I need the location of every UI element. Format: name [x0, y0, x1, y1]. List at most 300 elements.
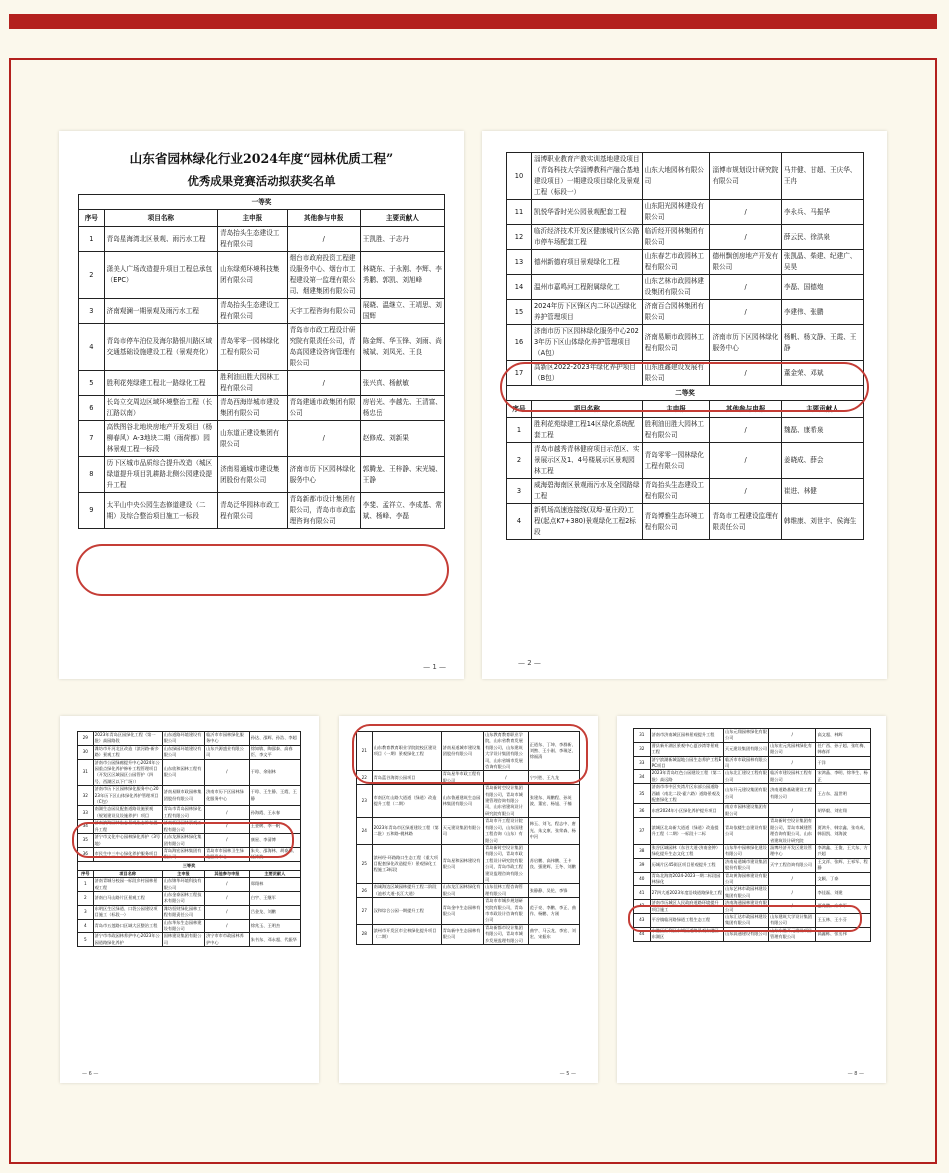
main-applicant: 青岛西海岸城市建设集团有限公司 [218, 396, 288, 421]
other-participants: / [710, 443, 781, 479]
main-applicant: 山东绿苑环境科技集团有限公司 [218, 252, 288, 299]
row-number: 33 [634, 756, 651, 770]
table-row [634, 742, 871, 756]
project-name: 高铁图谷北地块房地产开发项目（杨柳春风）A-3地块二期（雨荷都）园林景观工程一标段 [104, 421, 217, 457]
row-number: 29 [78, 732, 94, 746]
project-name: 威海碧海南区景观雨污水及全园路绿工程 [531, 479, 642, 504]
row-number: 26 [357, 884, 373, 898]
other-participants: / [205, 820, 250, 834]
other-participants: / [769, 872, 816, 886]
main-applicant: 青岛金中生态园林有限公司 [441, 898, 483, 925]
table-row [79, 227, 445, 252]
col-header-other: 其他参与申报 [205, 870, 250, 877]
project-name: 潍坊市开河北区改造（滨河路-新乡路）景观工程 [93, 745, 162, 759]
project-name: 2024年历下区锋区内二环以西绿化养护管理项目 [531, 300, 642, 325]
other-participants: 山东兴源盛业有限公司 [205, 745, 250, 759]
col-header-other: 其他参与申报 [710, 401, 781, 418]
project-name: 新机场高速连接线(双埠-夏庄段)工程(起点K7+380)景观绿化工程2标段 [531, 504, 642, 540]
main-contributors: 文颖、丁泰 [816, 872, 871, 886]
document-page-4 [339, 716, 598, 1083]
main-contributors: 郭腾龙、王梓静、宋光镜、王静 [360, 457, 444, 493]
award-table-page-2 [506, 152, 864, 540]
top-banner-bar [9, 14, 937, 29]
col-header-no: 序号 [79, 210, 105, 227]
project-name: 青岛市越秀青林健府项目示范区、实景展示区及1、4号楼展示区景观园林工程 [531, 443, 642, 479]
page-number: — 8 — [847, 1071, 864, 1077]
other-participants: 山东宏元兆园林绿化有限公司 [769, 742, 816, 756]
table-row [507, 153, 864, 200]
other-participants: 烟台市政府投资工程建设服务中心、烟台市工程建设第一监理有限公司、烟建集团有限公司 [287, 252, 360, 299]
project-name: 27四大道2023年度沿线道路绿化工程 [650, 886, 723, 900]
table-row [507, 200, 864, 225]
row-number: 1 [507, 418, 532, 443]
other-participants: / [769, 729, 816, 743]
col-header-project: 项目名称 [93, 870, 162, 877]
project-name: 济南市公园绿廊提升中心2024年公园重点绿化养护修补工程管理项目（开发区区域园区公园管护（四号、西湖区以下广场）） [93, 759, 162, 786]
other-participants: / [769, 900, 816, 914]
main-applicant: 青岛新中生态园林有限公司 [441, 924, 483, 944]
table-row [79, 252, 445, 299]
main-applicant: 临沂经开园林集团有限公司 [642, 225, 710, 250]
other-participants: / [769, 756, 816, 770]
table-row [507, 300, 864, 325]
other-participants: / [769, 886, 816, 900]
row-number: 22 [357, 771, 373, 785]
main-applicant: 山东大地园林有限公司 [642, 153, 710, 200]
main-applicant: 济南百合园林集团有限公司 [642, 300, 710, 325]
main-applicant: 山东艺林市政园林建设集团有限公司 [725, 886, 767, 898]
project-name: 济南滨海园林生态景观生态修复提升工程 [93, 820, 162, 834]
table-row [634, 756, 871, 770]
main-applicant: 青岛抬头生态建设工程有限公司 [218, 299, 288, 324]
row-number: 42 [634, 900, 651, 914]
page5-body [634, 729, 871, 942]
other-participants: 青岛新都市设计集团有限公司，青岛市城乡发展监理有限公司 [484, 924, 529, 944]
page-number: — 1 — [423, 663, 446, 671]
main-contributors: 李磊、国德炮 [781, 275, 863, 300]
table-row [634, 900, 871, 914]
award-table-page-3 [77, 731, 301, 947]
other-participants: / [710, 275, 781, 300]
project-name: 南湖生态园及配套道路设施景观（规划建设及设施养护）项目 [93, 806, 162, 820]
project-name: 2023年青岛区园绿化工程（第一批）高园路段 [93, 732, 162, 746]
project-name: 济南白马山路片区景观工程 [93, 891, 162, 905]
other-participants: / [287, 371, 360, 396]
other-participants: 青岛市市城乡规划研究院有限公司，青岛市市政设计咨询有限公司 [484, 898, 529, 925]
main-applicant: 青岛博雅生态环境工程有限公司 [642, 504, 710, 540]
row-number: 25 [357, 844, 373, 883]
row-number: 35 [78, 834, 94, 848]
row-number: 4 [79, 324, 105, 371]
other-participants: / [205, 806, 250, 820]
other-participants: / [287, 227, 360, 252]
table-row [357, 898, 580, 925]
main-contributors: 于洋 [816, 756, 871, 770]
table-row [78, 820, 301, 834]
main-applicant: 青岛星和园林建设有限公司 [441, 844, 483, 883]
project-name: 胜利花苑绿建工程北一路绿化工程 [104, 371, 217, 396]
row-number: 23 [357, 785, 373, 818]
project-name: 济南市历下区园林绿化服务中心2023年历下区山体绿化养护管理项目（A包） [531, 325, 642, 361]
table-row [634, 784, 871, 804]
table-row [79, 396, 445, 421]
table-row [634, 844, 871, 858]
project-name: 青岛市五莲路口区域大区整治工程 [93, 919, 162, 933]
document-page-2 [482, 131, 887, 679]
main-contributors: 王凯胜、于志丹 [360, 227, 444, 252]
table-row [507, 361, 864, 386]
other-participants: 德州飘创房地产开发有限公司 [710, 250, 781, 275]
project-name: 淄博职业教育产教实训基地建设项目（青岛科技大学淄博教科产融合基地建设项目）一期建设项目绿化及景观工程（标段一） [531, 153, 642, 200]
other-participants: 淄博经济开发区建设管理中心 [769, 844, 816, 858]
table-row [78, 759, 301, 786]
col-header-contributors: 主要贡献人 [360, 210, 444, 227]
project-name: 胜利花苑绿建工程14区绿化系统配套工程 [531, 418, 642, 443]
table-row [507, 325, 864, 361]
col-header-project: 项目名称 [104, 210, 217, 227]
col-header-applicant: 主申报 [162, 870, 204, 877]
project-name: 市民生中三中心绿化养护服务项目 [93, 847, 162, 861]
page-number: — 5 — [559, 1071, 576, 1077]
project-name: 临沂经济技术开发区健康城片区公路市停车场配套工程 [531, 225, 642, 250]
main-contributors: 房岩光、李越先、王清富、杨忠岳 [360, 396, 444, 421]
project-name: 山东教育教育职业学院院校区建设项目（一期）景观绿化工程 [372, 732, 441, 771]
other-participants: 天宇工程咨询有限公司 [769, 858, 816, 872]
main-applicant: 济南新园园林景观工程有限公司 [162, 820, 204, 834]
row-number: 39 [634, 858, 651, 872]
main-contributors: 李鸿鑫、王俊、王大东、方兴超 [816, 844, 871, 858]
col-header-project: 项目名称 [531, 401, 642, 418]
main-contributors: 吕金龙、刘鹏 [249, 905, 300, 919]
table-row [357, 924, 580, 944]
row-number: 36 [634, 804, 651, 818]
main-applicant: 青岛抬头生态建设工程有限公司 [218, 227, 288, 252]
main-contributors: 曲宇、马云龙、李宏、刘宏、宋振东 [528, 924, 579, 944]
main-applicant: 山东汇达市政园林建设集团有限公司 [725, 913, 767, 926]
row-number: 21 [357, 732, 373, 771]
main-applicant: 山东锦华环境科技有限公司 [162, 878, 204, 892]
other-participants: 山东建筑大学设计集团有限公司 [769, 913, 816, 927]
row-number: 32 [634, 742, 651, 756]
row-number: 8 [79, 457, 105, 493]
main-contributors: 韩维康、刘世宇、侯海生 [781, 504, 863, 540]
main-contributors: 郑翔林 [249, 878, 300, 892]
main-contributors: 康星、李清博 [249, 834, 300, 848]
row-number: 15 [507, 300, 532, 325]
main-applicant: 山东龙源园林绿化集团有限公司 [162, 834, 204, 848]
project-name: 青岛蓝谷海湾公园项目 [372, 771, 441, 785]
table-row [507, 443, 864, 479]
row-number: 14 [507, 275, 532, 300]
project-name: 历城片区45街区项目景观提升工程 [650, 858, 723, 872]
award-table-page-1 [78, 194, 445, 529]
main-contributors: 王金树、季一帆 [249, 820, 300, 834]
other-participants: 青岛建通市政集团有限公司 [287, 396, 360, 421]
main-applicant: 国林建设集团有限公司 [162, 933, 204, 947]
main-applicant: 山东道正建设集团有限公司 [218, 421, 288, 457]
row-number: 32 [78, 786, 94, 806]
other-participants: / [205, 919, 250, 933]
project-name: 东港区汇利区东城区道路景观东港区东湖区 [650, 927, 723, 941]
table-row [357, 884, 580, 898]
main-contributors: 朱书东、邓永超、代振华 [249, 933, 300, 947]
main-contributors: 苏启鹏、高伟鹏、王卡良、强建辉、王冬、刘鹏 [528, 844, 579, 883]
project-name: 德州新德府项目景观绿化工程 [531, 250, 642, 275]
main-applicant: 山东道路环境建设有限公司 [162, 732, 204, 746]
main-applicant: 山东开元建设集团有限公司 [724, 784, 769, 804]
project-name: 济宁市文化中心园林绿化养护（3号地） [93, 834, 162, 848]
other-participants: 青岛新都市设计集团有限公司，青岛市市政监理咨询有限公司 [287, 493, 360, 529]
main-applicant: 山东元翔园林绿化有限公司 [725, 729, 767, 741]
other-participants: / [484, 771, 529, 785]
main-contributors: 张建东、周鹏程、孙英波、董宏、杨旭、于楠 [528, 785, 579, 818]
document-page-1 [59, 131, 464, 679]
document-page-3 [60, 716, 319, 1083]
table-row [634, 858, 871, 872]
main-contributors: 王文祥、张辉、王祁军、程静 [816, 858, 871, 872]
project-name: 张谷区域园林（东谷大道-济南金钟）绿化提升生态文化工程 [650, 844, 723, 858]
main-applicant: 青岛零零一园林绿化工程有限公司 [218, 324, 288, 371]
project-name: 市南区红山路大道道（绿道）改造提升工程（二期） [372, 785, 441, 818]
main-applicant: 山东高通建设有限公司 [724, 927, 769, 941]
main-applicant: 山东绿园环境建设有限公司 [162, 745, 204, 759]
row-number: 1 [79, 227, 105, 252]
row-number: 31 [634, 729, 651, 743]
other-participants: / [710, 479, 781, 504]
row-number: 34 [78, 820, 94, 834]
table-row [78, 786, 301, 806]
main-contributors: 于琼、王生静、王霞、王静 [249, 786, 300, 806]
col-header-applicant: 主申报 [642, 401, 710, 418]
other-participants: 青岛新时空设计集团有限公司，青岛市城建管理咨询有限公司，山东省建筑设计研究院 [769, 818, 816, 845]
row-number: 33 [78, 806, 94, 820]
col-header-no: 序号 [78, 870, 94, 877]
other-participants: 临沂市建设园林工程有限公司 [769, 770, 816, 784]
main-applicant: 青岛市青岛园林绿化工程有限公司 [162, 806, 204, 820]
project-name: 温州市嘉鸣河工程附属绿化工 [531, 275, 642, 300]
main-contributors: 林晓东、于永刚、李辉、李秀鹏、郭凯、刘旭峰 [360, 252, 444, 299]
other-participants: 济南市历下区园林绿化服务中心 [710, 325, 781, 361]
main-contributors: 李永兵、马振华 [781, 200, 863, 225]
main-contributors: 王玉林、王小芬 [816, 913, 871, 927]
main-applicant: 济南易道城市建设集团股份有限公司 [725, 858, 767, 871]
project-name: 长岛立交周边区域环境整治工程（长江路以南） [104, 396, 217, 421]
section-first-prize: 一等奖 [79, 195, 445, 210]
main-applicant: 山东龙江园林绿化有限公司 [441, 884, 483, 898]
project-name: 青岛北海湾2024-2023一期二标段园林绿化 [650, 872, 723, 886]
table-row [79, 324, 445, 371]
row-number: 7 [79, 421, 105, 457]
project-name: 青岛市停车泊位及海尔路银川路区域交通基础设施建设工程（景观亮化） [104, 324, 217, 371]
table-row [79, 457, 445, 493]
project-name: 济宁市市政园林养护中心2023年公园道路绿化养护 [93, 933, 162, 947]
main-contributors: 李建伟、张鹏 [781, 300, 863, 325]
main-applicant: 山东北汇建设工程有限公司 [725, 770, 767, 782]
row-number: 17 [507, 361, 532, 386]
main-contributors: 于琼、余刚林 [249, 759, 300, 786]
main-contributors: 孙海霞、王永春 [249, 806, 300, 820]
main-contributors: 薛云民、徐洪泉 [781, 225, 863, 250]
main-contributors: 张凯晶、柴建、纪建广、吴昊 [781, 250, 863, 275]
main-contributors: 张静静、吴伦、李锋 [528, 884, 579, 898]
main-contributors: 范子亮、李鹏、李正、曲作、杨鹏、方刚 [528, 898, 579, 925]
other-participants: 临沂市市园林绿化服务中心 [205, 732, 250, 746]
table-row [634, 913, 871, 927]
main-contributors: 展晓、温继立、王靖思、刘国辉 [360, 299, 444, 324]
main-applicant: 山东华中园林绿化建设有限公司 [725, 844, 767, 857]
main-contributors: 姜晓成、薛会 [781, 443, 863, 479]
main-applicant: 济南海通园林建设有限公司 [725, 900, 767, 912]
other-participants: 山东东胜开元建设项目管理有限公司 [769, 927, 816, 941]
row-number: 3 [507, 479, 532, 504]
project-name: 青岛星海湾北区景观、雨污水工程 [104, 227, 217, 252]
main-applicant: 青岛零零一园林绿化工程有限公司 [642, 443, 710, 479]
other-participants: 山东佳林工程咨询管理有限公司 [484, 884, 529, 898]
project-name: 历下区城市品质综合提升改造（城区绿道提升项目乳耕路北侧公园建设提升工程 [104, 457, 217, 493]
row-number: 12 [507, 225, 532, 250]
main-applicant: 山东金泰园林工程技术有限公司 [162, 891, 204, 905]
other-participants: 山东教育教育职业学院，山东省教育发展有限公司，山东建筑大学设计集团有限公司，山东省城市发展咨询有限公司 [484, 732, 529, 771]
main-applicant: 山东阳光园林建设有限公司 [642, 200, 710, 225]
row-number: 43 [634, 913, 651, 927]
project-name: 滨州市开发区市全林绿化提升项目（二期） [372, 924, 441, 944]
section-third-prize: 三等奖 [78, 861, 301, 870]
main-applicant: 济南易顺市政园林集团股份有限公司 [162, 786, 204, 806]
other-participants: 青岛新时空设计集团有限公司，青岛市政工程设计研究院有限公司，青岛市政工程建设监理咨询有限公司 [484, 844, 529, 883]
main-applicant: 山东艺林市政园林建设集团有限公司 [642, 275, 710, 300]
project-name: 曹县新开湖区景观中心夏沙湾等景观工程 [650, 742, 723, 756]
main-contributors: 杨帆、杨文静、王霞、王静 [781, 325, 863, 361]
row-number: 28 [357, 924, 373, 944]
row-number: 41 [634, 886, 651, 900]
other-participants: 青岛新时空设计集团有限公司，青岛市城建管理咨询有限公司，山东省建筑设计研究院有限公司 [484, 785, 529, 818]
table-row [634, 927, 871, 941]
main-applicant: 山东春艺市政园林工程有限公司 [642, 250, 710, 275]
row-number: 36 [78, 847, 94, 861]
col-header-contributors: 主要贡献人 [249, 870, 300, 877]
other-participants: / [205, 834, 250, 848]
award-table-page-4 [356, 731, 580, 945]
table-row [507, 504, 864, 540]
other-participants: / [205, 759, 250, 786]
other-participants: / [710, 225, 781, 250]
main-applicant: 青岛黄海园林建设有限公司 [725, 872, 767, 884]
other-participants: 青岛市开工程设计院有限公司，山东国建工程咨询（山东）有限公司 [484, 818, 529, 845]
table-row [634, 818, 871, 845]
col-header-other: 其他参与申报 [287, 210, 360, 227]
table-row [357, 771, 580, 785]
table-row [507, 225, 864, 250]
main-contributors: 宁兴胜、王九龙 [528, 771, 579, 785]
other-participants: / [205, 878, 250, 892]
main-applicant: 济南易顺市政园林工程有限公司 [642, 325, 710, 361]
project-name: 滨州经-环路路口生态工程（重大项目配套绿化改造提升）景观绿化工程施工3标段 [372, 844, 441, 883]
project-name: 济宁滨湖新城湿地公园生态养护工程EPC项目 [650, 756, 723, 770]
main-contributors: 正道东、丁坤、李群新、刘煦、王小刚、李瑞芝、徐福清 [528, 732, 579, 771]
row-number: 4 [507, 504, 532, 540]
other-participants: 济南市历下区园林绿化服务中心 [287, 457, 360, 493]
row-number: 34 [634, 770, 651, 784]
other-participants: 济南市历下区园林绿化服务中心 [205, 786, 250, 806]
main-contributors: 朱关、邵海林、胡泰瑞、任涛波 [249, 847, 300, 861]
other-participants: / [205, 905, 250, 919]
other-participants: 天宇工程咨询有限公司 [287, 299, 360, 324]
table-row [357, 732, 580, 771]
page3-body [78, 732, 301, 947]
other-participants: 青岛市市园林卫生绿化服务中心 [205, 847, 250, 861]
main-applicant: 青岛泛华园林市政工程有限公司 [218, 493, 288, 529]
table-row [507, 479, 864, 504]
table-row [78, 847, 301, 861]
project-name: 太平山中央公园生态修道建设（二期）及综合整治项目施工一标段 [104, 493, 217, 529]
page2-body [507, 153, 864, 540]
main-contributors: 孙达、邵辉、孙浩、李超 [249, 732, 300, 746]
main-applicant: 山东欣和园林工程有限公司 [162, 759, 204, 786]
main-applicant: 天元建设集团有限公司 [724, 742, 769, 756]
row-number: 10 [507, 153, 532, 200]
main-applicant: 山东华东生态园林建设有限公司 [162, 919, 204, 933]
row-number: 4 [78, 919, 94, 933]
project-name: 济南市济南城区园林景观提升工程 [650, 729, 723, 743]
main-applicant: 临沂市市政园林有限公司 [725, 756, 767, 769]
main-applicant: 胜利油田胜大园林工程有限公司 [218, 371, 288, 396]
page-number: — 2 — [518, 659, 541, 667]
other-participants: / [710, 300, 781, 325]
main-contributors: 李佳磊、刘建 [816, 886, 871, 900]
row-number: 16 [507, 325, 532, 361]
project-name: 南诚海边区域园林提升工程二阶段（池杉大道-长江大道） [372, 884, 441, 898]
project-name: 高新区2022-2023年绿化养护项目（B包） [531, 361, 642, 386]
other-participants: 济南道路基础建设工程有限公司 [769, 784, 816, 804]
main-contributors: 夏兆鹏、方奉军 [816, 900, 871, 914]
row-number: 1 [78, 878, 94, 892]
main-applicant: 山东胜鑫建设发展有限公司 [642, 361, 710, 386]
row-number: 5 [78, 933, 94, 947]
table-row [78, 732, 301, 746]
main-contributors: 徐兆玉、王明杰 [249, 919, 300, 933]
row-number: 3 [78, 905, 94, 919]
document-page-5 [617, 716, 886, 1083]
table-row [78, 891, 301, 905]
row-number: 6 [79, 396, 105, 421]
table-row [507, 418, 864, 443]
main-contributors: 崔进、林健 [781, 479, 863, 504]
row-number: 2 [507, 443, 532, 479]
table-row [78, 878, 301, 892]
col-header-no: 序号 [507, 401, 532, 418]
project-name: 济南观澜一期景观及雨污水工程 [104, 299, 217, 324]
document-title: 山东省园林绿化行业2024年度“园林优质工程” [129, 151, 394, 166]
table-row [357, 785, 580, 818]
award-table-page-5 [633, 728, 871, 942]
main-applicant: 潍坊恒财绿化园林工程有限责任公司 [162, 905, 204, 919]
main-contributors: 马井健、甘超、王庆华、王冉 [781, 153, 863, 200]
row-number: 2 [78, 891, 94, 905]
main-contributors: 董金荣、邓斌 [781, 361, 863, 386]
main-applicant: 胜利油田胜大园林工程有限公司 [642, 418, 710, 443]
section-second-prize: 二等奖 [507, 386, 864, 401]
table-row [357, 818, 580, 845]
other-participants: / [710, 361, 781, 386]
table-row [634, 872, 871, 886]
main-applicant: 济南易道城市建设集团股份有限公司 [441, 732, 483, 771]
row-number: 35 [634, 784, 651, 804]
col-header-applicant: 主申报 [218, 210, 288, 227]
other-participants: / [769, 804, 816, 818]
project-name: 2023年青岛市区绿道建设工程（第二批）五和路-桃林路 [372, 818, 441, 845]
page-number: — 6 — [82, 1071, 99, 1077]
table-row [78, 806, 301, 820]
